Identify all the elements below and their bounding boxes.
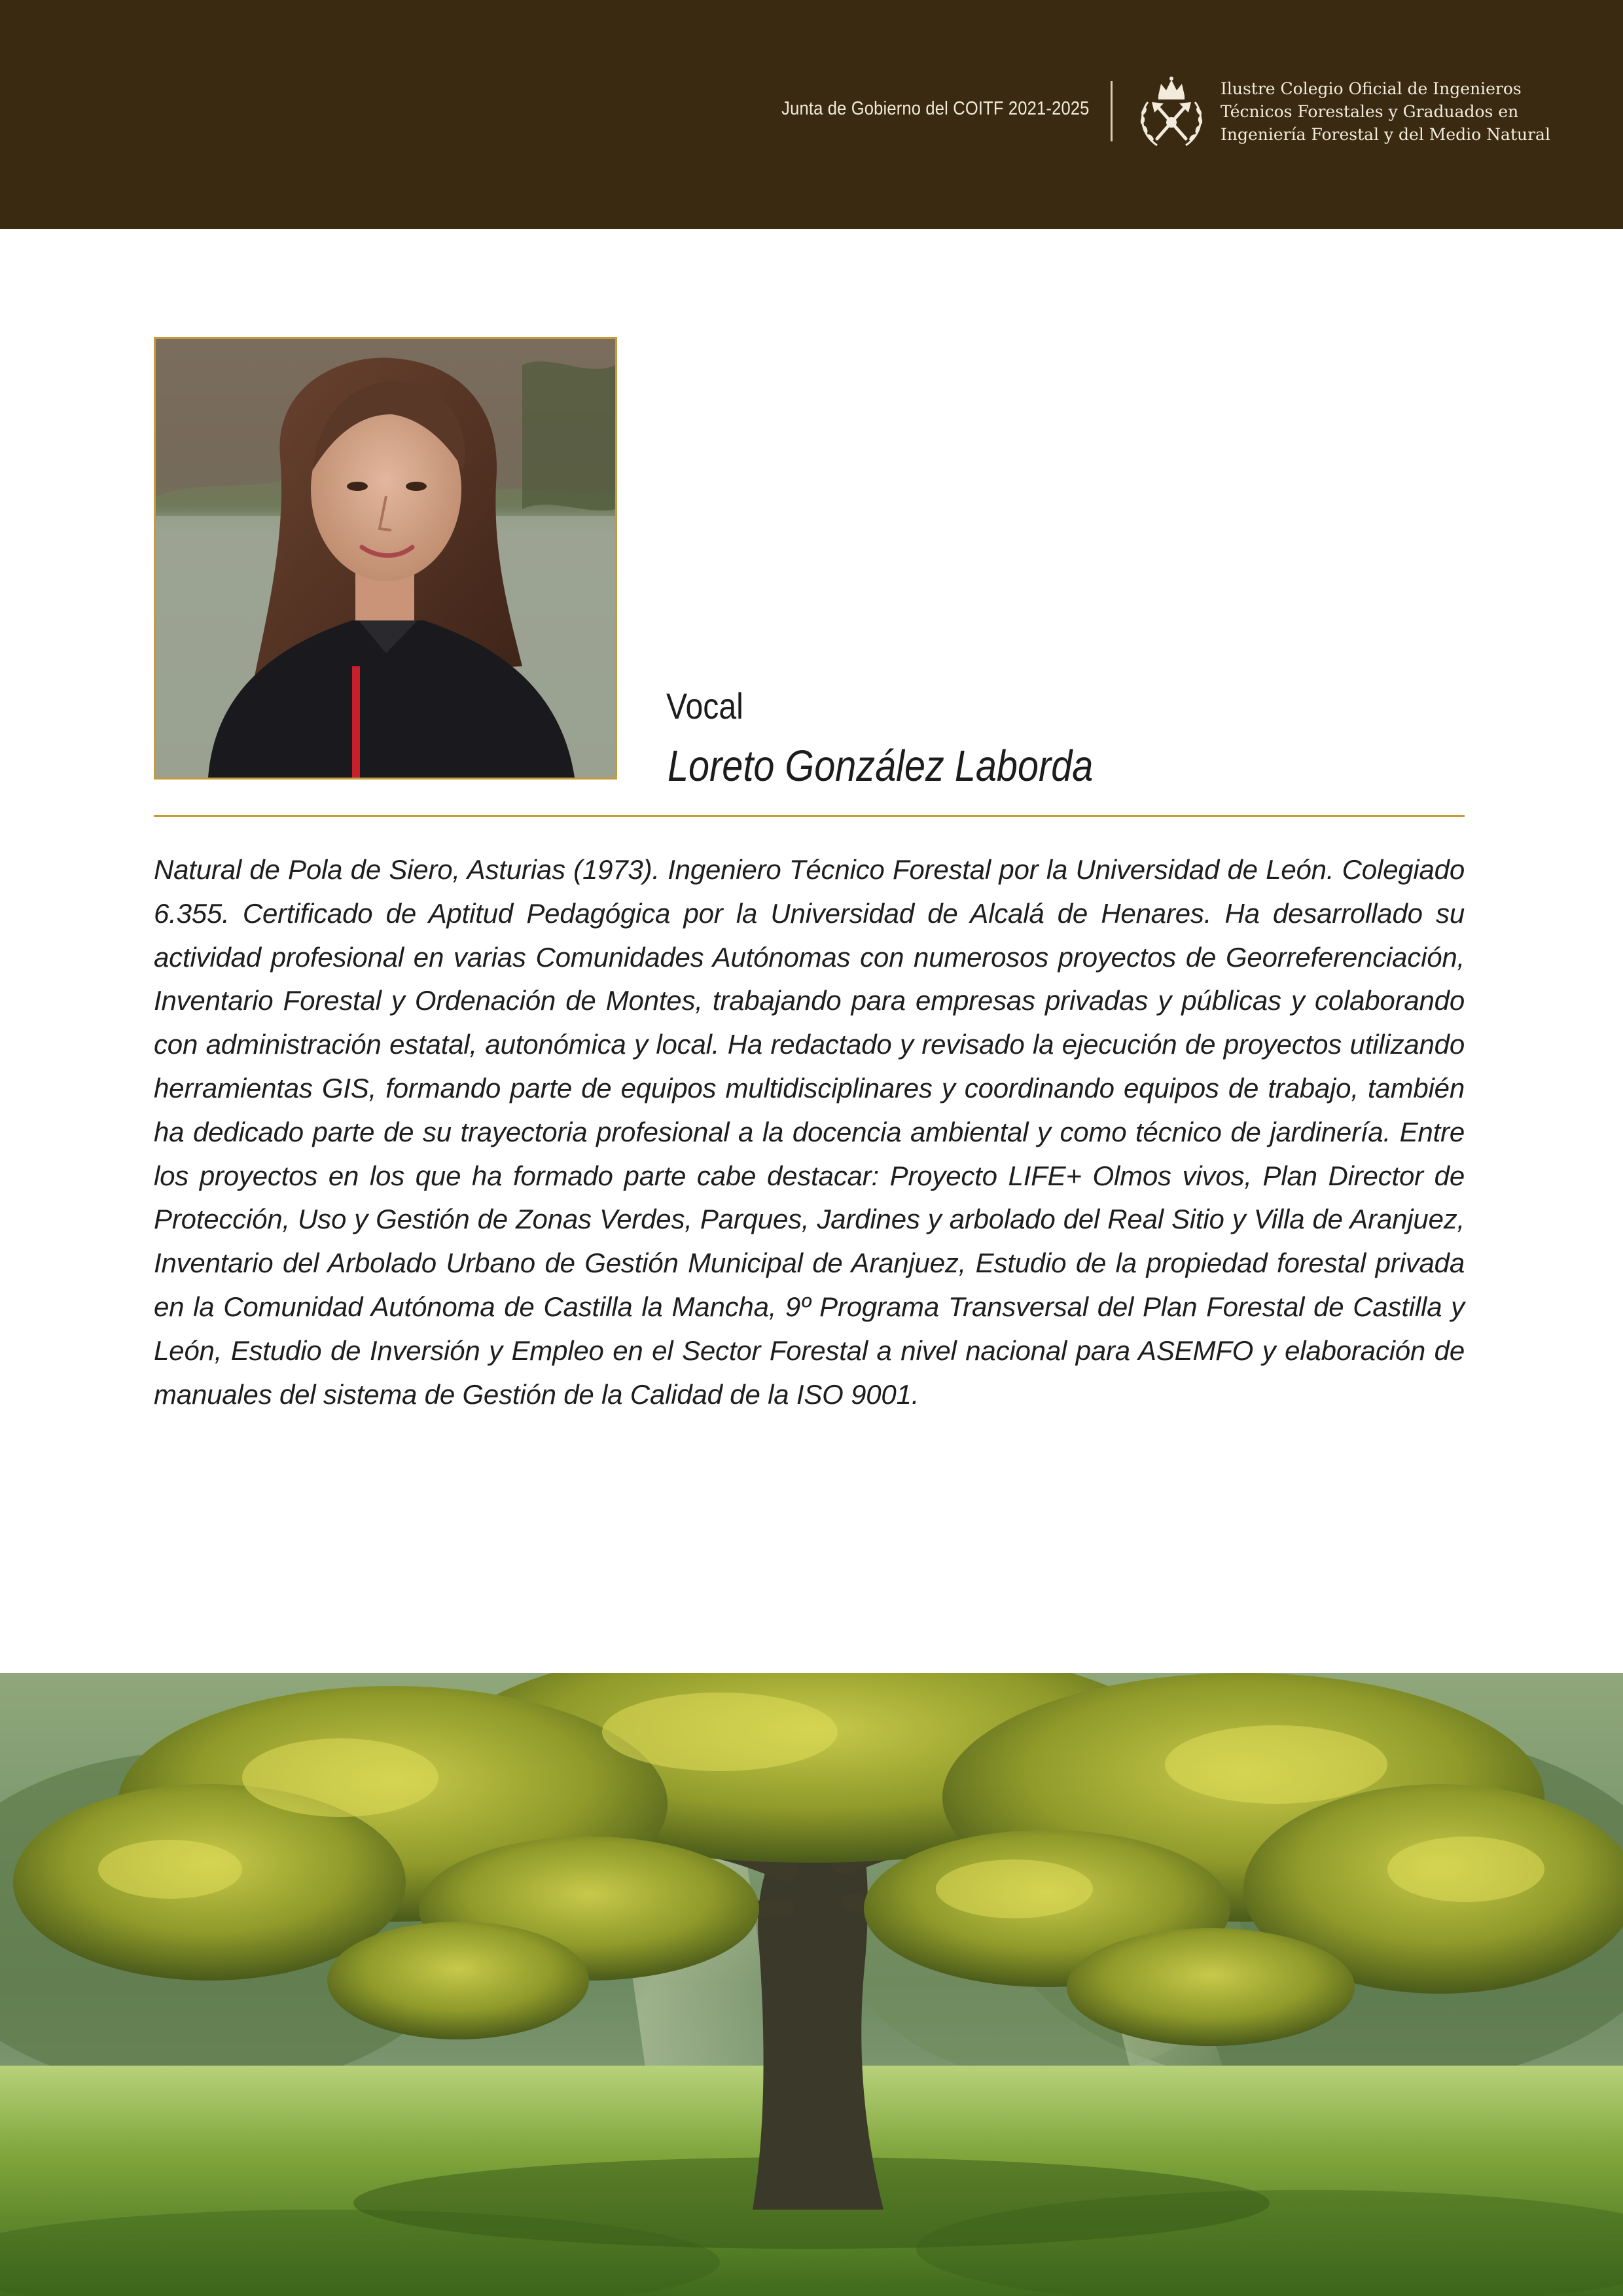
person-name: Loreto González Laborda [668,742,1094,791]
oak-tree-image [0,1673,1623,2296]
organization-name [1221,77,1550,146]
section-divider [154,815,1465,817]
header-caption: Junta de Gobierno del COITF 2021-2025 [781,98,1090,119]
organization-name-line: Ingeniería Forestal y del Medio Natural [1221,125,1550,144]
tree-photo [0,1673,1623,2296]
biography-text: Natural de Pola de Siero, Asturias (1973). Ingeniero Técnico Forestal por la Universidad de León. Colegiado 6.355. Certificado de Aptitud Pedagógica por la Universidad de Alcalá de Henares. Ha desarrollado su actividad profesional en varias Comunidades Autónomas con numerosos proyectos de Georreferenciación, Inventario Forestal y Ordenación de Montes, trabajando para empresas privadas y públicas y colaborando con administración estatal, autonómica y local. Ha redactado y revisado la ejecución de proyectos utilizando herramientas GIS, formando parte de equipos multidisciplinares y coordinando equipos de trabajo, también ha dedicado parte de su trayectoria profesional a la docencia ambiental y como técnico de jardinería. Entre los proyectos en los que ha formado parte cabe destacar: Proyecto LIFE+ Olmos vivos, Plan Director de Protección, Uso y Gestión de Zonas Verdes, Parques, Jardines y arbolado del Real Sitio y Villa de Aranjuez, Inventario del Arbolado Urbano de Gestión Municipal de Aranjuez, Estudio de la propiedad forestal privada en la Comunidad Autónoma de Castilla la Mancha, 9º Programa Transversal del Plan Forestal de Castilla y León, Estudio de Inversión y Empleo en el Sector Forestal a nivel nacional para ASEMFO y elaboración de manuales del sistema de Gestión de la Calidad de la ISO 9001. [154,854,1465,1410]
coat-of-arms-icon [1131,73,1212,154]
organization-name-line: Ilustre Colegio Oficial de Ingenieros [1221,79,1522,98]
role-title: Vocal [666,685,743,726]
portrait-photo [154,337,617,780]
organization-name-line: Técnicos Forestales y Graduados en [1221,102,1519,121]
header-band [0,0,1623,229]
header-divider [1111,81,1113,141]
portrait-image [156,339,615,778]
